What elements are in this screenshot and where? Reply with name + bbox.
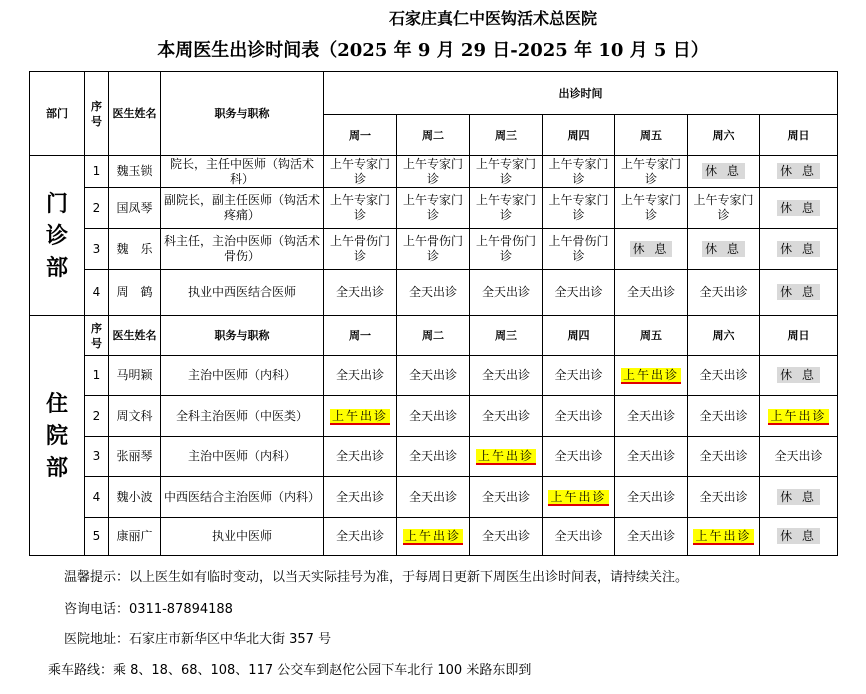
schedule-cell-text: 上午出诊 <box>695 529 752 543</box>
header-day: 周六 <box>688 316 760 356</box>
schedule-cell <box>397 356 470 396</box>
inpatient-header-row <box>30 316 838 356</box>
doctor-title: 中西医结合主治医师（内科） <box>161 477 324 518</box>
schedule-cell-text: 全天出诊 <box>481 368 530 382</box>
schedule-cell <box>324 356 397 396</box>
schedule-cell-text: 全天出诊 <box>626 489 675 504</box>
schedule-cell-text: 休 息 <box>777 367 820 383</box>
table-row <box>30 518 838 556</box>
schedule-cell <box>397 437 470 477</box>
table-row <box>30 156 838 188</box>
schedule-cell-text: 上午专家门诊 <box>548 156 609 186</box>
schedule-cell-text: 上午专家门诊 <box>329 193 390 222</box>
schedule-cell <box>615 396 688 437</box>
schedule-cell-text: 全天出诊 <box>335 489 384 504</box>
doctor-name: 魏 乐 <box>109 229 161 270</box>
dept-outpatient-label: 门诊部 <box>46 190 69 281</box>
schedule-cell <box>760 229 838 270</box>
doctor-name: 国凤琴 <box>109 188 161 229</box>
header-day: 周五 <box>615 115 688 156</box>
schedule-cell <box>688 156 760 188</box>
phone-note: 咨询电话：0311-87894188 <box>64 602 233 617</box>
schedule-cell <box>688 356 760 396</box>
schedule-cell <box>615 270 688 316</box>
schedule-cell <box>543 229 615 270</box>
schedule-cell <box>615 156 688 188</box>
header-time: 出诊时间 <box>324 72 838 115</box>
doctor-title: 副院长，副主任医师（钩活术 疼痛） <box>161 188 324 229</box>
doctor-name: 张丽琴 <box>109 437 161 477</box>
schedule-cell <box>543 188 615 229</box>
schedule-cell <box>470 477 543 518</box>
schedule-cell-text: 上午专家门诊 <box>548 193 609 222</box>
schedule-cell-text: 上午专家门诊 <box>402 193 463 222</box>
schedule-cell-text: 全天出诊 <box>699 285 748 299</box>
schedule-cell <box>470 437 543 477</box>
schedule-cell-text: 全天出诊 <box>554 449 603 463</box>
table-row <box>30 188 838 229</box>
schedule-cell <box>397 477 470 518</box>
schedule-cell <box>615 229 688 270</box>
dept-inpatient-label: 住院部 <box>46 390 69 481</box>
schedule-cell-text: 休 息 <box>777 284 820 300</box>
schedule-cell <box>543 156 615 188</box>
header-seq: 序号 <box>85 316 109 356</box>
schedule-cell-text: 上午出诊 <box>770 408 827 423</box>
schedule-cell-text: 全天出诊 <box>481 408 530 423</box>
schedule-cell <box>324 156 397 188</box>
seq-cell: 2 <box>85 188 109 229</box>
route-note: 乘车路线：乘 8、18、68、108、117 公交车到赵佗公园下车北行 100 米路东即到 <box>48 663 532 678</box>
schedule-cell <box>397 270 470 316</box>
header-seq: 序号 <box>85 72 109 156</box>
schedule-cell-text: 上午出诊 <box>550 489 607 504</box>
hospital-name: 石家庄真仁中医钩活术总医院 <box>388 9 597 28</box>
schedule-cell-text: 全天出诊 <box>335 529 384 543</box>
header-name: 医生姓名 <box>109 316 161 356</box>
schedule-cell-text: 休 息 <box>702 241 745 257</box>
schedule-cell-text: 全天出诊 <box>408 449 457 463</box>
schedule-cell <box>543 356 615 396</box>
table-row <box>30 270 838 316</box>
seq-cell: 3 <box>85 437 109 477</box>
header-day: 周一 <box>324 316 397 356</box>
schedule-cell <box>324 518 397 556</box>
seq-cell: 1 <box>85 156 109 188</box>
schedule-cell-text: 上午出诊 <box>404 529 461 543</box>
schedule-cell-text: 上午出诊 <box>477 449 534 463</box>
schedule-cell-text: 全天出诊 <box>554 529 603 543</box>
schedule-cell <box>470 270 543 316</box>
schedule-cell <box>760 356 838 396</box>
doctor-title: 主治中医师（内科） <box>161 437 324 477</box>
schedule-cell <box>470 156 543 188</box>
schedule-cell-text: 全天出诊 <box>699 449 748 463</box>
schedule-cell-text: 上午出诊 <box>331 408 388 423</box>
schedule-cell <box>615 188 688 229</box>
table-row <box>30 229 838 270</box>
schedule-cell-text: 全天出诊 <box>481 529 530 543</box>
seq-cell: 5 <box>85 518 109 556</box>
schedule-title: 本周医生出诊时间表（2025 年 9 月 29 日-2025 年 10 月 5 日） <box>157 40 709 61</box>
schedule-cell <box>324 396 397 437</box>
header-dept: 部门 <box>30 72 85 156</box>
header-day: 周三 <box>470 115 543 156</box>
schedule-cell-text: 休 息 <box>777 200 820 216</box>
doctor-name: 康丽广 <box>109 518 161 556</box>
schedule-cell-text: 全天出诊 <box>626 449 675 463</box>
schedule-cell-text: 全天出诊 <box>335 285 384 299</box>
header-title: 职务与职称 <box>161 72 324 156</box>
schedule-cell-text: 全天出诊 <box>626 285 675 299</box>
doctor-name: 魏玉锁 <box>109 156 161 188</box>
header-day: 周二 <box>397 316 470 356</box>
doctor-name: 周文科 <box>109 396 161 437</box>
doctor-title: 主治中医师（内科） <box>161 356 324 396</box>
schedule-cell <box>615 356 688 396</box>
schedule-cell-text: 休 息 <box>777 163 820 179</box>
schedule-cell <box>324 270 397 316</box>
header-name: 医生姓名 <box>109 72 161 156</box>
schedule-cell-text: 全天出诊 <box>408 408 457 423</box>
table-row <box>30 477 838 518</box>
schedule-cell-text: 全天出诊 <box>554 408 603 423</box>
schedule-cell <box>543 270 615 316</box>
schedule-cell-text: 全天出诊 <box>335 368 384 382</box>
schedule-cell <box>397 518 470 556</box>
seq-cell: 4 <box>85 477 109 518</box>
schedule-cell-text: 休 息 <box>702 163 745 179</box>
schedule-cell-text: 全天出诊 <box>481 285 530 299</box>
schedule-cell-text: 全天出诊 <box>481 489 530 504</box>
schedule-cell <box>397 188 470 229</box>
schedule-cell <box>760 156 838 188</box>
schedule-cell-text: 上午专家门诊 <box>402 156 463 186</box>
table-row <box>30 437 838 477</box>
schedule-cell-text: 全天出诊 <box>408 368 457 382</box>
schedule-cell <box>760 477 838 518</box>
schedule-cell <box>324 188 397 229</box>
schedule-cell-text: 休 息 <box>777 528 820 544</box>
schedule-cell <box>615 518 688 556</box>
schedule-cell-text: 上午专家门诊 <box>620 156 681 186</box>
table-row <box>30 356 838 396</box>
schedule-cell-text: 上午专家门诊 <box>693 193 754 222</box>
table-row <box>30 396 838 437</box>
schedule-cell <box>543 477 615 518</box>
seq-cell: 1 <box>85 356 109 396</box>
schedule-cell-text: 全天出诊 <box>699 368 748 382</box>
header-day: 周四 <box>543 115 615 156</box>
address-note: 医院地址：石家庄市新华区中华北大街 357 号 <box>64 632 332 647</box>
schedule-cell-text: 上午骨伤门诊 <box>329 234 390 263</box>
doctor-name: 周 鹤 <box>109 270 161 316</box>
schedule-cell <box>688 518 760 556</box>
schedule-cell-text: 上午骨伤门诊 <box>475 234 536 263</box>
schedule-cell-text: 上午专家门诊 <box>329 156 390 186</box>
seq-cell: 4 <box>85 270 109 316</box>
schedule-cell <box>615 477 688 518</box>
schedule-cell <box>397 396 470 437</box>
header-day: 周日 <box>760 316 838 356</box>
dept-inpatient <box>30 316 85 556</box>
doctor-title: 全科主治医师（中医类） <box>161 396 324 437</box>
doctor-title: 科主任，主治中医师（钩活术骨伤） <box>161 229 324 270</box>
header-day: 周日 <box>760 115 838 156</box>
doctor-title: 执业中西医结合医师 <box>161 270 324 316</box>
schedule-cell <box>688 437 760 477</box>
schedule-cell <box>470 518 543 556</box>
schedule-cell <box>543 518 615 556</box>
doctor-title: 院长，主任中医师（钩活术科） <box>161 156 324 188</box>
dept-outpatient <box>30 156 85 316</box>
doctor-name: 魏小波 <box>109 477 161 518</box>
schedule-cell-text: 全天出诊 <box>626 408 675 423</box>
schedule-cell <box>688 477 760 518</box>
schedule-cell <box>324 229 397 270</box>
schedule-cell <box>688 270 760 316</box>
schedule-cell-text: 全天出诊 <box>554 368 603 382</box>
schedule-cell-text: 全天出诊 <box>774 449 823 463</box>
schedule-cell <box>760 518 838 556</box>
schedule-cell <box>470 188 543 229</box>
schedule-cell-text: 上午出诊 <box>622 368 679 382</box>
schedule-cell-text: 全天出诊 <box>335 449 384 463</box>
seq-cell: 3 <box>85 229 109 270</box>
doctor-title: 执业中医师 <box>161 518 324 556</box>
schedule-cell <box>470 356 543 396</box>
schedule-cell <box>397 156 470 188</box>
schedule-cell-text: 全天出诊 <box>408 489 457 504</box>
schedule-cell <box>470 396 543 437</box>
header-title: 职务与职称 <box>161 316 324 356</box>
schedule-table <box>29 71 838 556</box>
tip-note: 温馨提示：以上医生如有临时变动，以当天实际挂号为准，于每周日更新下周医生出诊时间表，请持续关注。 <box>64 570 689 585</box>
schedule-cell-text: 上午专家门诊 <box>475 156 536 186</box>
schedule-cell-text: 上午专家门诊 <box>620 193 681 222</box>
schedule-cell <box>543 437 615 477</box>
header-day: 周五 <box>615 316 688 356</box>
schedule-cell-text: 全天出诊 <box>408 285 457 299</box>
schedule-cell <box>397 229 470 270</box>
schedule-cell <box>324 477 397 518</box>
doctor-name: 马明颖 <box>109 356 161 396</box>
schedule-cell <box>760 270 838 316</box>
schedule-cell <box>324 437 397 477</box>
schedule-cell-text: 上午骨伤门诊 <box>402 234 463 263</box>
schedule-cell <box>688 229 760 270</box>
schedule-cell <box>470 229 543 270</box>
schedule-cell-text: 全天出诊 <box>699 489 748 504</box>
schedule-cell <box>688 188 760 229</box>
schedule-cell-text: 上午专家门诊 <box>475 193 536 222</box>
schedule-cell-text: 全天出诊 <box>699 408 748 423</box>
schedule-cell-text: 休 息 <box>777 489 820 505</box>
schedule-cell <box>615 437 688 477</box>
schedule-cell <box>760 437 838 477</box>
schedule-cell-text: 休 息 <box>630 241 673 257</box>
seq-cell: 2 <box>85 396 109 437</box>
schedule-cell-text: 全天出诊 <box>626 529 675 543</box>
schedule-cell <box>543 396 615 437</box>
schedule-cell <box>688 396 760 437</box>
schedule-cell-text: 上午骨伤门诊 <box>548 234 609 263</box>
header-day: 周四 <box>543 316 615 356</box>
header-day: 周三 <box>470 316 543 356</box>
schedule-cell <box>760 188 838 229</box>
schedule-cell-text: 全天出诊 <box>554 285 603 299</box>
schedule-cell <box>760 396 838 437</box>
header-day: 周二 <box>397 115 470 156</box>
header-day: 周一 <box>324 115 397 156</box>
header-day: 周六 <box>688 115 760 156</box>
schedule-cell-text: 休 息 <box>777 241 820 257</box>
